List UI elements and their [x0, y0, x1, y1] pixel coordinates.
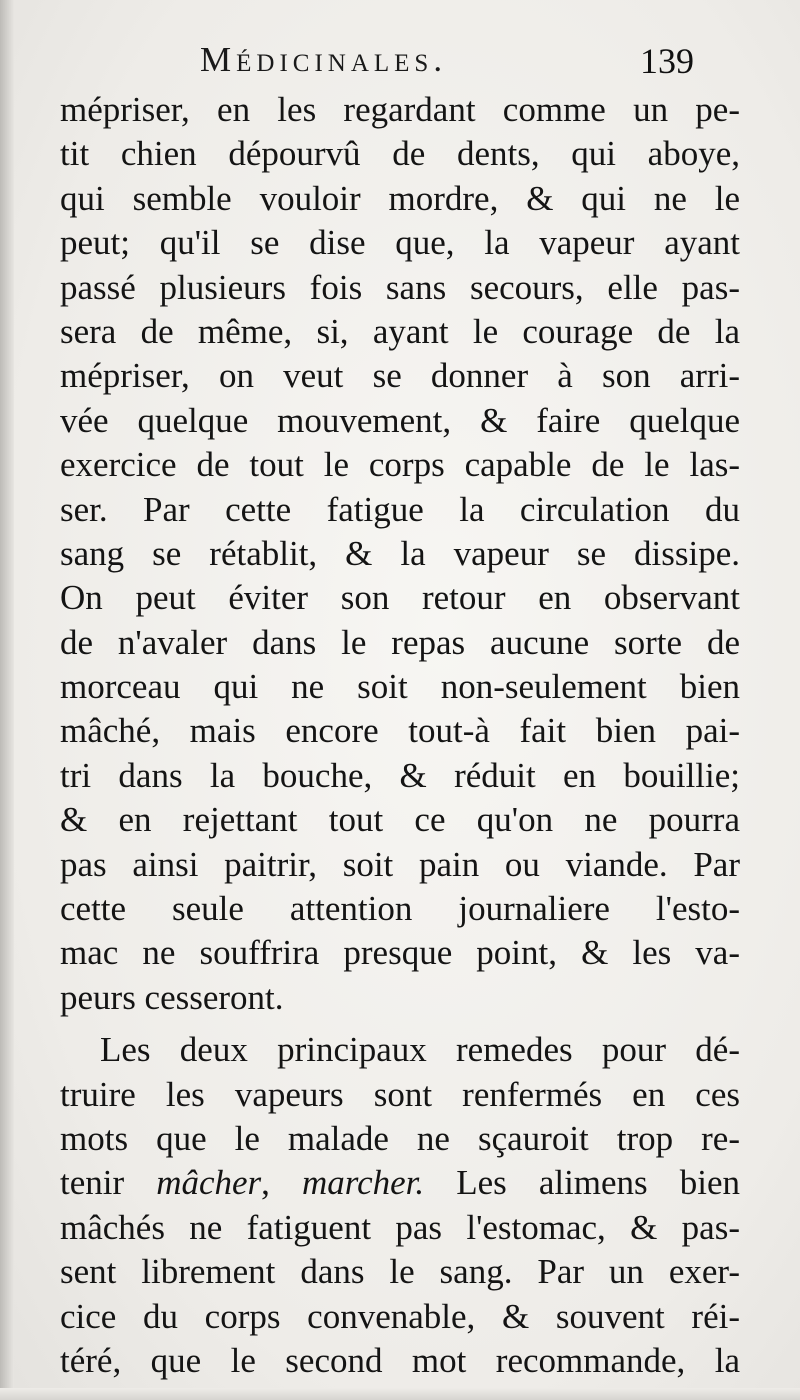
- text-run: ,: [261, 1163, 270, 1203]
- text-line: mâchés ne fatiguent pas l'estomac, & pas-: [60, 1207, 740, 1247]
- text-line: peurs cesseront.: [60, 977, 284, 1017]
- text-line: tri dans la bouche, & réduit en bouillie;: [60, 755, 740, 795]
- paragraph-2: [60, 1028, 740, 1383]
- text-line: exercice de tout le corps capable de le las-: [60, 445, 740, 485]
- paragraph-gap: [60, 1020, 740, 1028]
- text-run: Les alimens bien: [456, 1163, 740, 1203]
- text-line: & en rejettant tout ce qu'on ne pourra: [60, 800, 740, 840]
- text-line: mépriser, en les regardant comme un pe-: [60, 90, 740, 129]
- text-line: mépriser, on veut se donner à son arri-: [60, 356, 740, 396]
- text-line: sent librement dans le sang. Par un exer-: [60, 1252, 740, 1292]
- text-line: mâché, mais encore tout-à fait bien pai-: [60, 711, 740, 751]
- text-line: morceau qui ne soit non-seulement bien: [60, 667, 740, 707]
- running-head: [0, 40, 800, 90]
- text-line: mots que le malade ne sçauroit trop re-: [60, 1118, 740, 1158]
- text-run: tenir: [60, 1163, 125, 1203]
- text-line: cette seule attention journaliere l'esto-: [60, 889, 740, 929]
- text-line: tit chien dépourvû de dents, qui aboye,: [60, 134, 740, 174]
- text-line: On peut éviter son retour en observant: [60, 578, 740, 618]
- text-line: qui semble vouloir mordre, & qui ne le: [60, 178, 740, 218]
- text-line: ser. Par cette fatigue la circulation du: [60, 489, 740, 529]
- text-line-with-italics: [60, 1161, 740, 1205]
- paragraph-1: [60, 88, 740, 1020]
- text-line: sang se rétablit, & la vapeur se dissipe.: [60, 533, 740, 573]
- running-head-title: Médicinales.: [200, 40, 448, 79]
- text-line: sera de même, si, ayant le courage de la: [60, 311, 740, 351]
- text-line: de n'avaler dans le repas aucune sorte de: [60, 622, 740, 662]
- italic-word-marcher: marcher.: [301, 1163, 425, 1203]
- page-gutter-shadow: [0, 0, 14, 1400]
- text-line: vée quelque mouvement, & faire quelque: [60, 400, 740, 440]
- text-line: pas ainsi paitrir, soit pain ou viande. Par: [60, 844, 740, 884]
- text-line: peut; qu'il se dise que, la vapeur ayant: [60, 223, 740, 263]
- page-number: 139: [640, 41, 694, 81]
- text-line: mac ne souffrira presque point, & les va-: [60, 933, 740, 973]
- page-bottom-edge: [0, 1388, 800, 1400]
- text-line: truire les vapeurs sont renfermés en ces: [60, 1074, 740, 1114]
- text-line: téré, que le second mot recommande, la: [60, 1340, 740, 1380]
- text-line: cice du corps convenable, & souvent réi-: [60, 1296, 740, 1336]
- text-line: Les deux principaux remedes pour dé-: [100, 1030, 740, 1070]
- text-line: passé plusieurs fois sans secours, elle pas-: [60, 267, 740, 307]
- italic-word-macher: mâcher: [156, 1163, 262, 1203]
- body-text: [60, 88, 740, 1383]
